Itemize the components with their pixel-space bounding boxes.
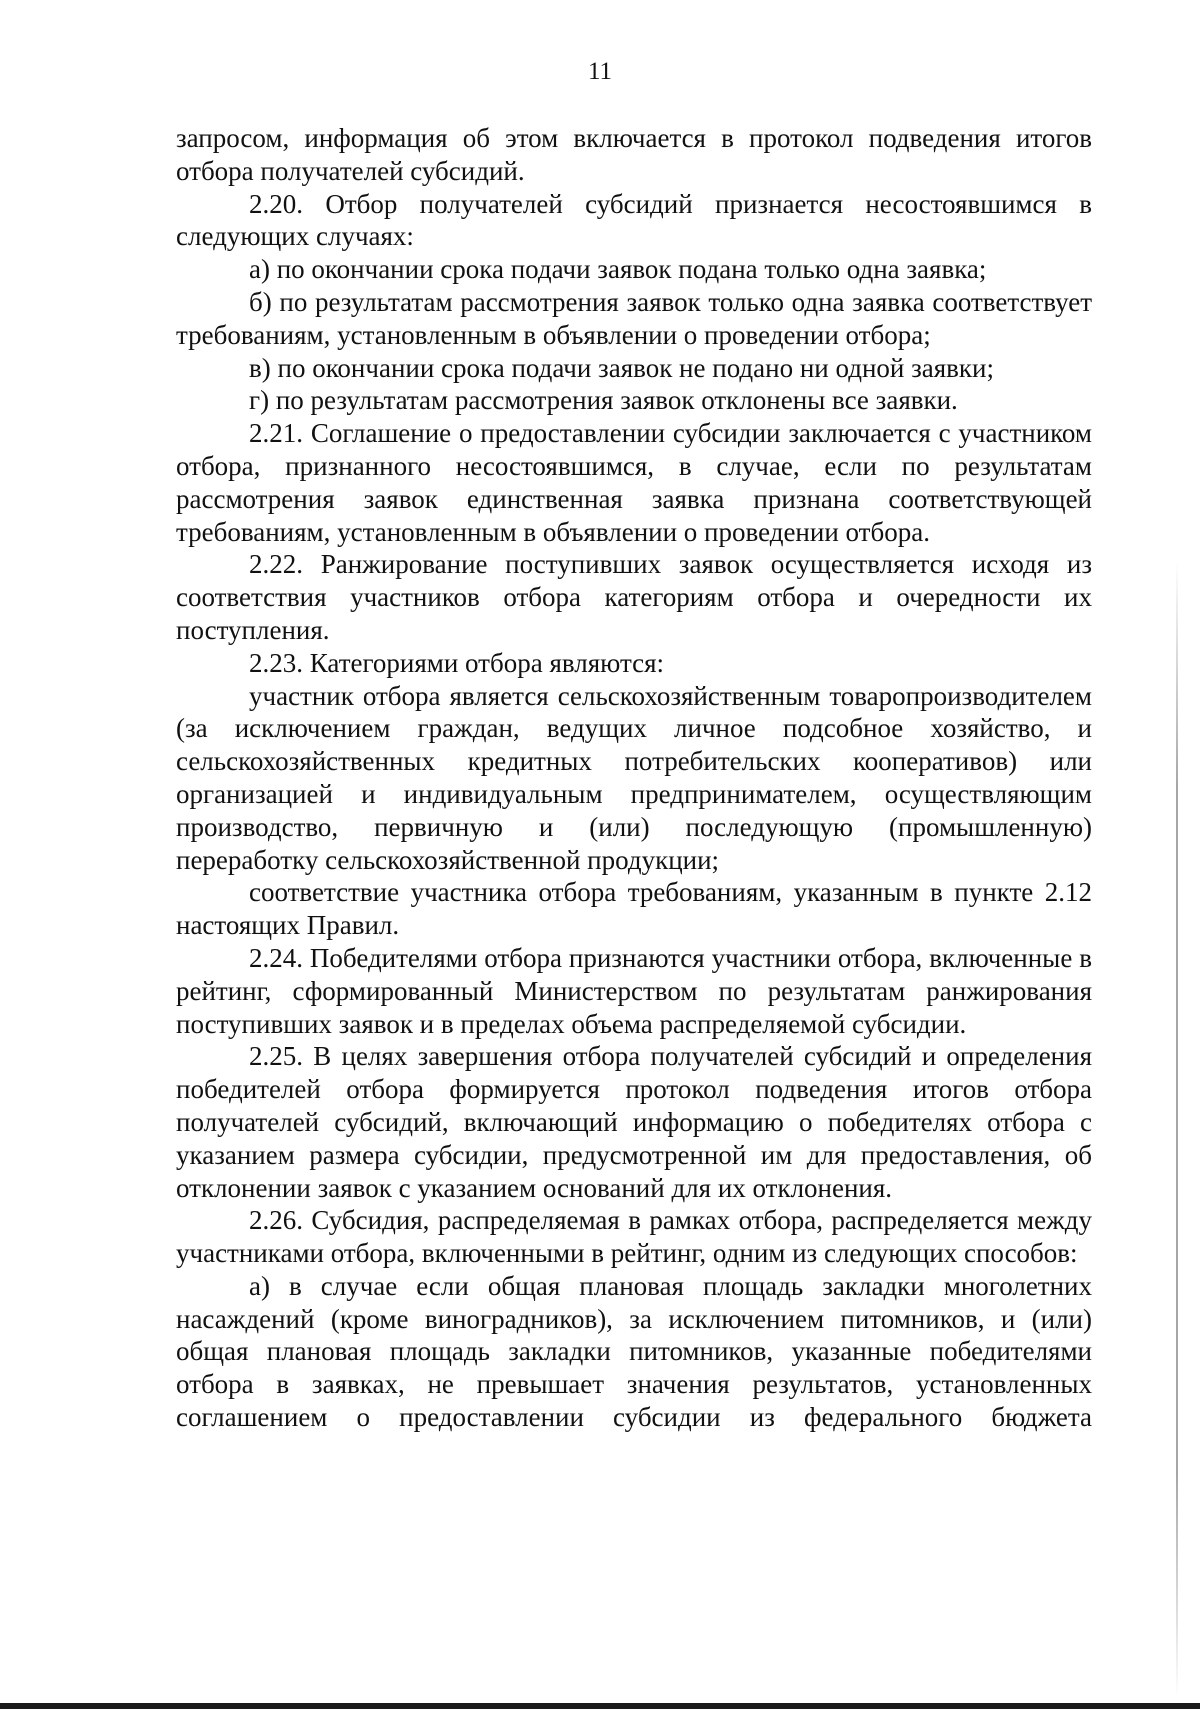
list-item-a: а) по окончании срока подачи заявок подана только одна заявка; xyxy=(249,254,987,285)
scan-bottom-edge xyxy=(0,1703,1200,1709)
paragraph-2-22: 2.22. Ранжирование поступивших заявок осуществляется исходя из соответствия участников отбора категориям отбора и очередности их поступления. xyxy=(176,549,1092,645)
document-body xyxy=(176,122,1092,1434)
scan-edge-line xyxy=(1176,560,1178,1700)
list-item-v: в) по окончании срока подачи заявок не подано ни одной заявки; xyxy=(249,352,994,383)
paragraph-2-26: 2.26. Субсидия, распределяемая в рамках отбора, распределяется между участниками отбора, включенными в рейтинг, одним из следующих способов: xyxy=(176,1205,1092,1269)
list-item-b: б) по результатам рассмотрения заявок только одна заявка соответствует требованиям, установленным в объявлении о проведении отбора; xyxy=(176,286,1092,350)
category-item-2: соответствие участника отбора требованиям, указанным в пункте 2.12 настоящих Правил. xyxy=(176,877,1092,941)
list-item-g: г) по результатам рассмотрения заявок отклонены все заявки. xyxy=(249,385,958,416)
method-item-a: а) в случае если общая плановая площадь закладки многолетних насаждений (кроме виноградников), за исключением питомников, и (или) общая плановая площадь закладки питомников, указанные победителями отбора в заявках, не превышает значения результатов, установленных соглашением о предоставлении субсидии из федерального бюджета xyxy=(176,1270,1092,1433)
paragraph-2-25: 2.25. В целях завершения отбора получателей субсидий и определения победителей отбора формируется протокол подведения итогов отбора получателей субсидий, включающий информацию о победителях отбора с указанием размера субсидии, предусмотренной им для предоставления, об отклонении заявок с указанием оснований для их отклонения. xyxy=(176,1041,1092,1203)
paragraph: запросом, информация об этом включается в протокол подведения итогов отбора получателей субсидий. xyxy=(176,123,1092,186)
paragraph-2-21: 2.21. Соглашение о предоставлении субсидии заключается с участником отбора, признанного несостоявшимся, в случае, если по результатам рассмотрения заявок единственная заявка признана соответствующей требованиям, установленным в объявлении о проведении отбора. xyxy=(176,418,1092,547)
page-number: 11 xyxy=(587,58,613,85)
paragraph-2-24: 2.24. Победителями отбора признаются участники отбора, включенные в рейтинг, сформированный Министерством по результатам ранжирования поступивших заявок и в пределах объема распределяемой субсидии. xyxy=(176,942,1092,1039)
category-item-1: участник отбора является сельскохозяйственным товаропроизводителем (за исключением граждан, ведущих личное подсобное хозяйство, и сельскохозяйственных кредитных потребительских кооперативов) или организацией и индивидуальным предпринимателем, осуществляющим производство, первичную и (или) последующую (промышленную) переработку сельскохозяйственной продукции; xyxy=(176,680,1092,875)
paragraph-2-20: 2.20. Отбор получателей субсидий признается несостоявшимся в следующих случаях: xyxy=(176,188,1092,252)
paragraph-2-23: 2.23. Категориями отбора являются: xyxy=(249,647,664,678)
